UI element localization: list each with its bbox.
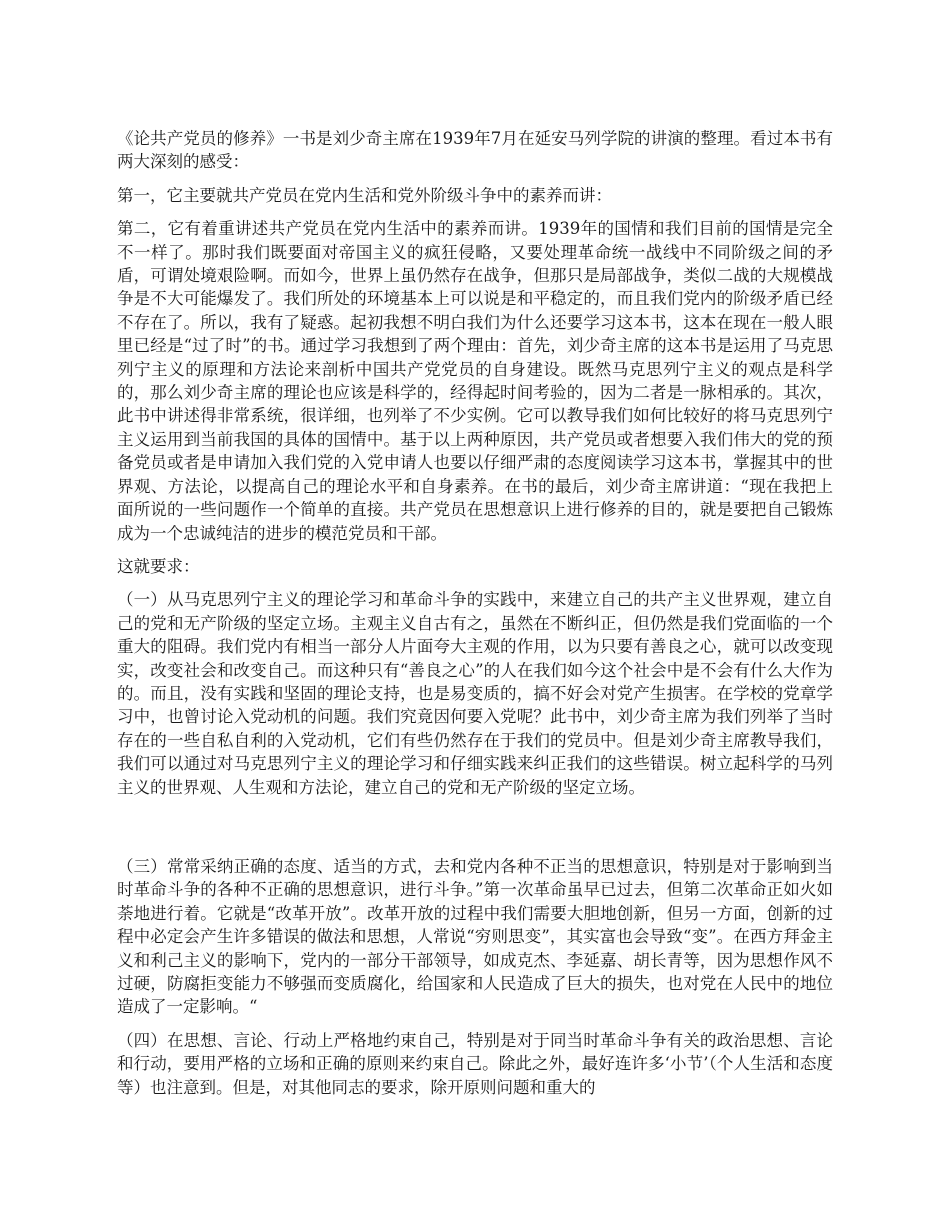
second-point-paragraph: 第二，它有着重讲述共产党员在党内生活中的素养而讲。1939年的国情和我们目前的国情是完全不一样了。那时我们既要面对帝国主义的疯狂侵略，又要处理革命统一战线中不同阶级之间的矛盾，可谓处境艰险啊。而如今，世界上虽仍然存在战争，但那只是局部战争，类似二战的大规模战争是不大可能爆发了。我们所处的环境基本上可以说是和平稳定的，而且我们党内的阶级矛盾已经不存在了。所以，我有了疑惑。起初我想不明白我们为什么还要学习这本书，这本在现在一般人眼里已经是“过了时”的书。通过学习我想到了两个理由：首先，刘少奇主席的这本书是运用了马克思列宁主义的原理和方法论来剖析中国共产党党员的自身建设。既然马克思列宁主义的观点是科学的，那么刘少奇主席的理论也应该是科学的，经得起时间考验的，因为二者是一脉相承的。其次，此书中讲述得非常系统，很详细，也列举了不少实例。它可以教导我们如何比较好的将马克思列宁主义运用到当前我国的具体的国情中。基于以上两种原因，共产党员或者想要入我们伟大的党的预备党员或者是申请加入我们党的入党申请人也要以仔细严肃的态度阅读学习这本书，掌握其中的世界观、方法论，以提高自己的理论水平和自身素养。在书的最后，刘少奇主席讲道：“现在我把上面所说的一些问题作一个简单的直接。共产党员在思想意识上进行修养的目的，就是要把自己锻炼成为一个忠诚纯洁的进步的模范党员和干部。 [117,219,833,543]
intro-paragraph: 《论共产党员的修养》一书是刘少奇主席在1939年7月在延安马列学院的讲演的整理。看过本书有两大深刻的感受： [117,129,833,172]
requirement-four-paragraph: （四）在思想、言论、行动上严格地约束自己，特别是对于同当时革命斗争有关的政治思想、言论和行动，要用严格的立场和正确的原则来约束自己。除此之外，最好连许多‘小节’（个人生活和态度等）也注意到。但是，对其他同志的要求，除开原则问题和重大的 [117,1030,833,1097]
first-point-paragraph: 第一，它主要就共产党员在党内生活和党外阶级斗争中的素养而讲： [117,185,612,205]
requirement-three-paragraph: （三）常常采纳正确的态度、适当的方式，去和党内各种不正当的思想意识，特别是对于影响到当时革命斗争的各种不正确的思想意识，进行斗争。”第一次革命虽早已过去，但第二次革命正如火如荼地进行着。它就是“改革开放”。改革开放的过程中我们需要大胆地创新，但另一方面，创新的过程中必定会产生许多错误的做法和思想，人常说“穷则思变”，其实富也会导致“变”。在西方拜金主义和利己主义的影响下，党内的一部分干部领导，如成克杰、李延嘉、胡长青等，因为思想作风不过硬，防腐拒变能力不够强而变质腐化，给国家和人民造成了巨大的损失，也对党在人民中的地位造成了一定影响。“ [117,856,833,1017]
section-gap [117,809,833,855]
requirements-intro-paragraph: 这就要求： [117,556,200,576]
requirement-one-paragraph: （一）从马克思列宁主义的理论学习和革命斗争的实践中，来建立自己的共产主义世界观，建立自己的党和无产阶级的坚定立场。主观主义自古有之，虽然在不断纠正，但仍然是我们党面临的一个重大的阻碍。我们党内有相当一部分人片面夸大主观的作用，以为只要有善良之心，就可以改变现实，改变社会和改变自己。而这种只有“善良之心”的人在我们如今这个社会中是不会有什么大作为的。而且，没有实践和坚固的理论支持，也是易变质的，搞不好会对党产生损害。在学校的党章学习中，也曾讨论入党动机的问题。我们究竟因何要入党呢？此书中，刘少奇主席为我们列举了当时存在的一些自私自利的入党动机，它们有些仍然存在于我们的党员中。但是刘少奇主席教导我们，我们可以通过对马克思列宁主义的理论学习和仔细实践来纠正我们的这些错误。树立起科学的马列主义的世界观、人生观和方法论，建立自己的党和无产阶级的坚定立场。 [117,590,833,797]
document-body [117,127,833,1109]
